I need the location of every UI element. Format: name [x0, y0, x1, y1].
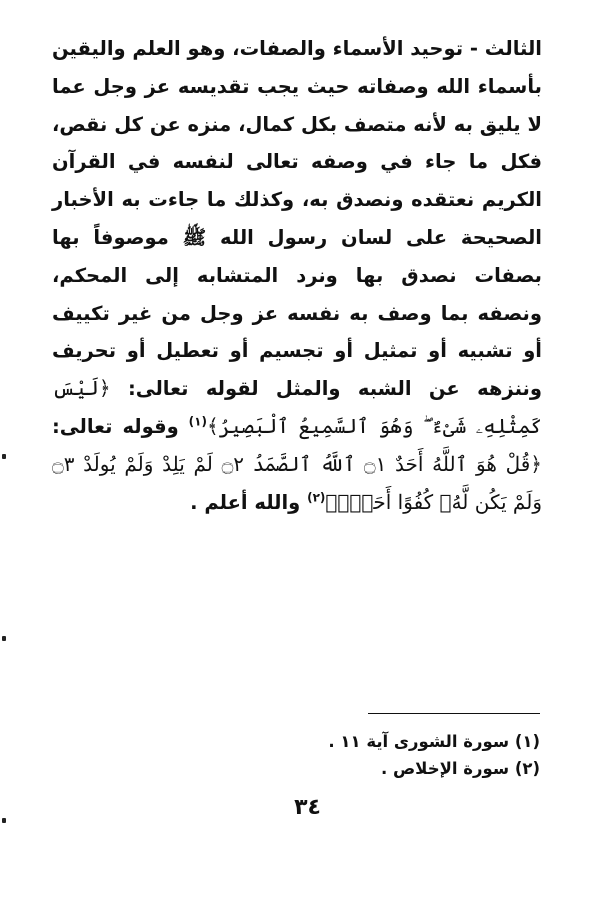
- scan-speck: [2, 454, 6, 459]
- footnotes-list: [328, 728, 540, 782]
- scan-speck: [2, 818, 6, 823]
- footnote-item: (٢) سورة الإخلاص .: [380, 759, 540, 778]
- footnote-item: (١) سورة الشورى آية ١١ .: [328, 732, 540, 751]
- main-paragraph: [52, 30, 542, 521]
- scan-speck: [2, 636, 6, 641]
- paragraph-text: وقوله تعالى:: [52, 414, 189, 438]
- paragraph-text: والله أعلم .: [190, 490, 308, 514]
- footnote-divider: [368, 713, 540, 714]
- paragraph-text: - توحيد الأسماء والصفات، وهو العلم واليقين بأسماء الله وصفاته حيث يجب تقديسه عز وجل عما لا يليق به لأنه متصف بكل كمال، منزه عن كل نقص، فكل ما جاء في وصفه تعالى لنفسه في القرآن الكريم نعتقده ونصدق به، وكذلك ما جاءت به الأخبار الصحيحة على لسان رسول الله ﷺ موصوفاً بها بصفات نصدق بها ونرد المتشابه إلى المحكم، ونصفه بما وصف به نفسه عز وجل من غير تكييف أو تشبيه أو تمثيل أو تجسيم أو تعطيل أو تحريف وننزهه عن الشبه والمثل لقوله تعالى:: [52, 37, 542, 401]
- quran-verse-ikhlas: ﴿قُلْ هُوَ ٱللَّهُ أَحَدٌ ۝١ ٱللَّهُ ٱلصَّمَدُ ۝٢ لَمْ يَلِدْ وَلَمْ يُولَدْ ۝٣ وَلَمْ يَكُن لَّهُۥ كُفُوًا أَحَدٌۢ﴾: [52, 451, 542, 514]
- page-number: ٣٤: [294, 795, 321, 820]
- section-lead-word: الثالث: [484, 37, 542, 60]
- quran-verse-shura: ﴿لَيْسَ كَمِثْلِهِۦ شَىْءٌ ۖ وَهُوَ ٱلسَّمِيعُ ٱلْبَصِيرُ﴾: [52, 376, 543, 438]
- footnote-ref-2: (٢): [307, 490, 326, 505]
- footnote-ref-1: (١): [188, 414, 207, 429]
